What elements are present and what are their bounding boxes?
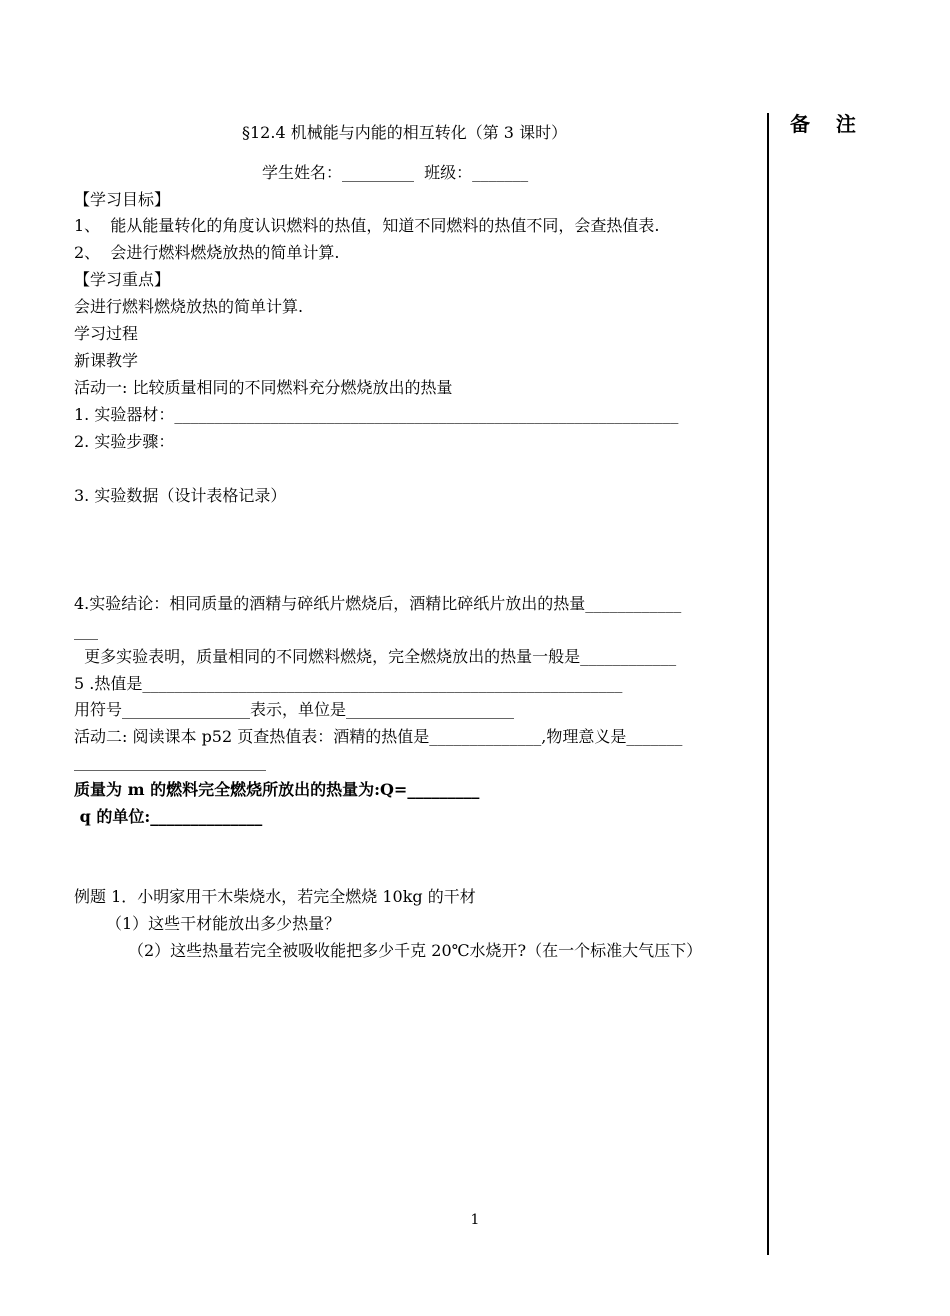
activity2-line-2: ________________________ <box>74 752 266 771</box>
activity1-title: 活动一: 比较质量相同的不同燃料充分燃烧放出的热量 <box>74 378 453 397</box>
activity2-line-1: 活动二: 阅读课本 p52 页查热值表：酒精的热值是______________,物理意义是_______ <box>74 727 683 746</box>
formula-line-2: q 的单位:______________ <box>74 807 263 826</box>
formula-line-1: 质量为 m 的燃料完全燃烧所放出的热量为:Q=_________ <box>74 780 480 799</box>
goals-heading: 【学习目标】 <box>74 190 171 209</box>
conclusion-line-1: 4.实验结论：相同质量的酒精与碎纸片燃烧后，酒精比碎纸片放出的热量____________ <box>74 594 682 613</box>
equipment-line: 1. 实验器材：_______________________________________________________________ <box>74 405 679 424</box>
example-question-1: （1）这些干材能放出多少热量？ <box>106 914 341 933</box>
notes-heading: 备 注 <box>790 112 860 136</box>
symbol-unit-line: 用符号________________表示，单位是_____________________ <box>74 700 515 719</box>
heat-value-line: 5 .热值是____________________________________________________________ <box>74 674 623 693</box>
focus-heading: 【学习重点】 <box>74 270 171 289</box>
student-info-line: 学生姓名：_________ 班级：_______ <box>262 163 529 182</box>
example-title: 例题 1．小明家用干木柴烧水，若完全燃烧 10kg 的干材 <box>74 887 476 906</box>
margin-rule <box>767 113 769 1255</box>
goal-item-2: 2、 会进行燃料燃烧放热的简单计算. <box>74 243 340 262</box>
page-title: §12.4 机械能与内能的相互转化（第 3 课时） <box>242 123 568 142</box>
example-question-2: （2）这些热量若完全被吸收能把多少千克 20℃水烧开?（在一个标准大气压下） <box>128 941 703 960</box>
focus-text: 会进行燃料燃烧放热的简单计算. <box>74 297 304 316</box>
new-lesson-heading: 新课教学 <box>74 351 139 370</box>
process-heading: 学习过程 <box>74 324 139 343</box>
data-line: 3. 实验数据（设计表格记录） <box>74 486 287 505</box>
goal-item-1: 1、 能从能量转化的角度认识燃料的热值，知道不同燃料的热值不同，会查热值表. <box>74 216 660 235</box>
conclusion-line-2: ___ <box>74 621 98 640</box>
more-experiments-line: 更多实验表明，质量相同的不同燃料燃烧，完全燃烧放出的热量一般是____________ <box>74 647 677 666</box>
page-number: 1 <box>470 1212 480 1228</box>
steps-line: 2. 实验步骤： <box>74 432 175 451</box>
